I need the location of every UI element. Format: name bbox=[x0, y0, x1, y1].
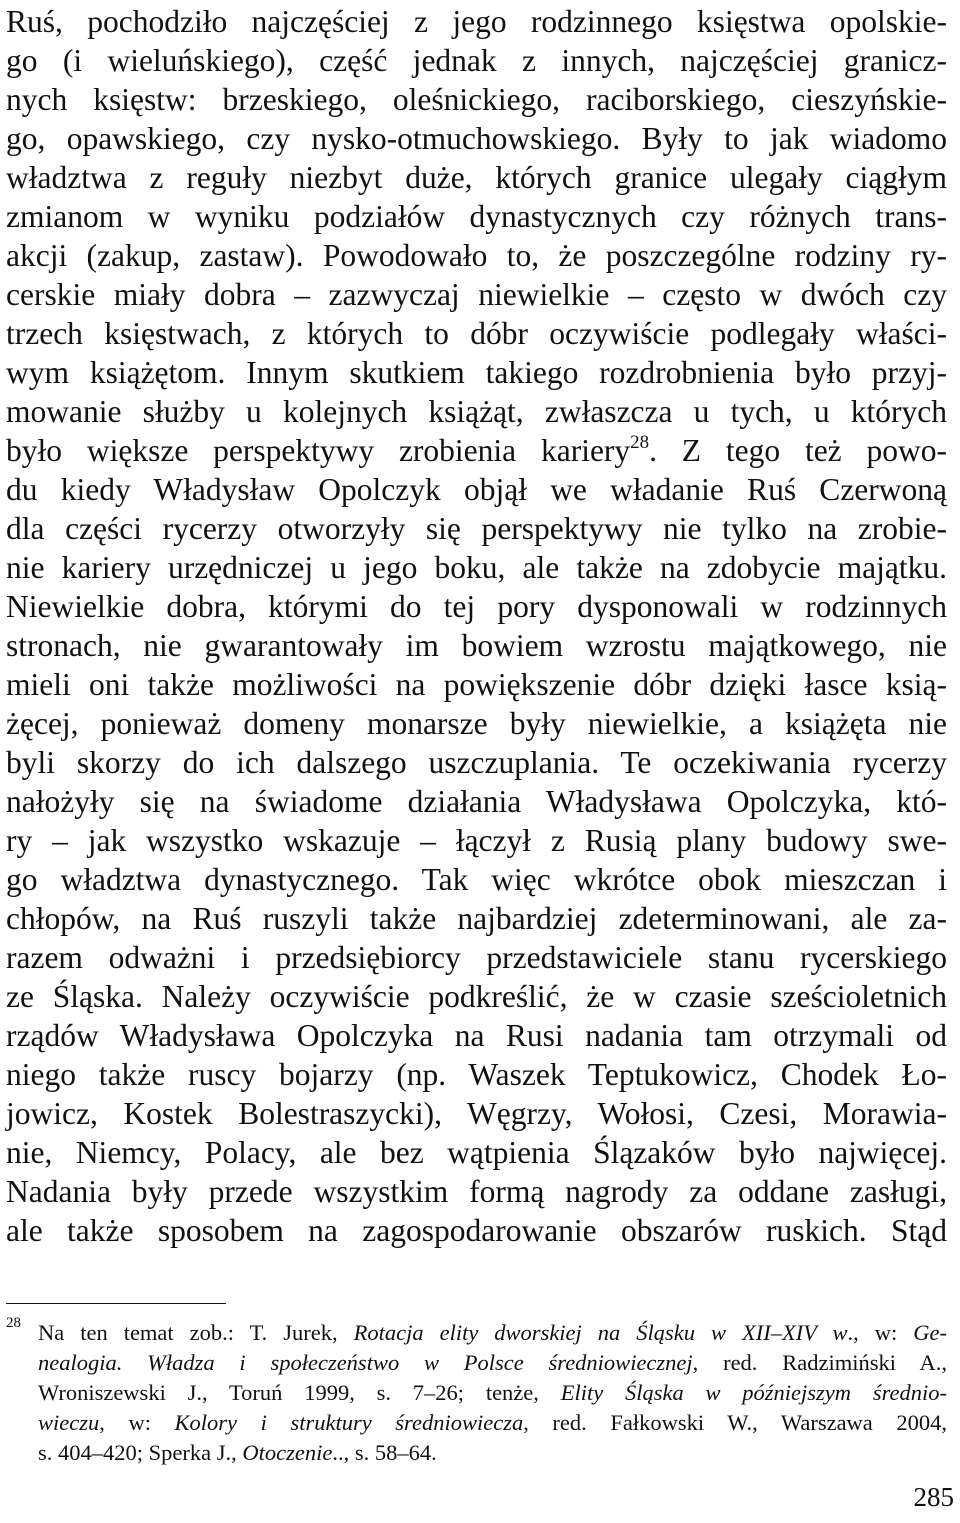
footnote-line bbox=[38, 1408, 947, 1438]
footnote-line bbox=[38, 1438, 947, 1468]
body-line: go (i wieluńskiego), część jednak z innych, najczęściej granicz- bbox=[6, 43, 947, 78]
body-line: Niewielkie dobra, którymi do tej pory dysponowali w rodzinnych bbox=[6, 589, 947, 624]
body-line: ry – jak wszystko wskazuje – łączył z Rusią plany budowy swe- bbox=[6, 823, 947, 858]
footnote-text: Na ten temat zob.: T. Jurek, bbox=[38, 1320, 354, 1345]
body-line: du kiedy Władysław Opolczyk objął we władanie Ruś Czerwoną bbox=[6, 472, 947, 507]
body-line: niego także ruscy bojarzy (np. Waszek Teptukowicz, Chodek Ło- bbox=[6, 1057, 947, 1092]
footnote-title: Ge- bbox=[913, 1320, 947, 1345]
body-line: byli skorzy do ich dalszego uszczuplania. Te oczekiwania rycerzy bbox=[6, 745, 947, 780]
body-line: dla części rycerzy otworzyły się perspektywy nie tylko na zrobie- bbox=[6, 511, 947, 546]
footnote-line bbox=[38, 1348, 947, 1378]
footnote-marker: 28 bbox=[6, 1315, 21, 1331]
footnote-title: Kolory i struktury średniowiecza bbox=[174, 1410, 524, 1435]
body-line: zmianom w wyniku podziałów dynastycznych czy różnych trans- bbox=[6, 199, 947, 234]
body-line-tail: . Z tego też powo- bbox=[649, 433, 947, 468]
body-line: mieli oni także możliwości na powiększenie dóbr dzięki łasce ksią- bbox=[6, 667, 947, 702]
footnote-text: , red. Radzimiński A., bbox=[692, 1350, 947, 1375]
footnote-text: , w: bbox=[99, 1410, 175, 1435]
body-line: go władztwa dynastycznego. Tak więc wkrótce obok mieszczan i bbox=[6, 862, 947, 897]
footnote-line bbox=[38, 1318, 947, 1348]
footnote-title: wieczu bbox=[38, 1410, 100, 1435]
body-line: nie, Niemcy, Polacy, ale bez wątpienia Ślązaków było najwięcej. bbox=[6, 1135, 947, 1170]
body-line: nych księstw: brzeskiego, oleśnickiego, raciborskiego, cieszyńskie- bbox=[6, 82, 947, 117]
body-line: akcji (zakup, zastaw). Powodowało to, że poszczególne rodziny ry- bbox=[6, 238, 947, 273]
body-line: żęcej, ponieważ domeny monarsze były niewielkie, a książęta nie bbox=[6, 706, 947, 741]
body-line: Nadania były przede wszystkim formą nagrody za oddane zasługi, bbox=[6, 1174, 947, 1209]
footnote-title: Elity Śląska w późniejszym średnio- bbox=[560, 1380, 947, 1405]
footnote-title: Rotacja elity dworskiej na Śląsku w XII–XIV w bbox=[353, 1320, 848, 1345]
body-line: ze Śląska. Należy oczywiście podkreślić, że w czasie sześcioletnich bbox=[6, 979, 947, 1014]
body-line: go, opawskiego, czy nysko-otmuchowskiego. Były to jak wiadomo bbox=[6, 121, 947, 156]
body-line: razem odważni i przedsiębiorcy przedstawiciele stanu rycerskiego bbox=[6, 940, 947, 975]
body-line: chłopów, na Ruś ruszyli także najbardziej zdeterminowani, ale za- bbox=[6, 901, 947, 936]
footnote-text: ., w: bbox=[847, 1320, 914, 1345]
footnote-text: .., s. 58–64. bbox=[332, 1440, 437, 1465]
body-line: stronach, nie gwarantowały im bowiem wzrostu majątkowego, nie bbox=[6, 628, 947, 663]
footnote-text: , red. Fałkowski W., Warszawa 2004, bbox=[523, 1410, 947, 1435]
body-line: cerskie miały dobra – zazwyczaj niewielkie – często w dwóch czy bbox=[6, 277, 947, 312]
body-line: rządów Władysława Opolczyka na Rusi nadania tam otrzymali od bbox=[6, 1018, 947, 1053]
footnote-title: nealogia. Władza i społeczeństwo w Polsce średniowiecznej bbox=[38, 1350, 693, 1375]
body-line: ale także sposobem na zagospodarowanie obszarów ruskich. Stąd bbox=[6, 1213, 947, 1248]
footnote-text: s. 404–420; Sperka J., bbox=[38, 1440, 243, 1465]
body-line: władztwa z reguły niezbyt duże, których granice ulegały ciągłym bbox=[6, 160, 947, 195]
body-line: mowanie służby u kolejnych książąt, zwłaszcza u tych, u których bbox=[6, 394, 947, 429]
body-line: Ruś, pochodziło najczęściej z jego rodzinnego księstwa opolskie- bbox=[6, 4, 947, 39]
footnote-reference[interactable]: 28 bbox=[630, 431, 650, 453]
body-line: nałożyły się na świadome działania Władysława Opolczyka, któ- bbox=[6, 784, 947, 819]
body-line: trzech księstwach, z których to dóbr oczywiście podlegały właści- bbox=[6, 316, 947, 351]
footnote-line bbox=[38, 1378, 947, 1408]
page-number: 285 bbox=[913, 1482, 954, 1512]
footnote-text: Wroniszewski J., Toruń 1999, s. 7–26; tenże, bbox=[38, 1380, 561, 1405]
body-line: jowicz, Kostek Bolestraszycki), Węgrzy, Wołosi, Czesi, Morawia- bbox=[6, 1096, 947, 1131]
body-line: nie kariery urzędniczej u jego boku, ale także na zdobycie majątku. bbox=[6, 550, 947, 585]
body-line-with-footnote-ref bbox=[6, 431, 947, 470]
body-line-text: było większe perspektywy zrobienia kariery bbox=[6, 433, 631, 468]
body-line: wym książętom. Innym skutkiem takiego rozdrobnienia było przyj- bbox=[6, 355, 947, 390]
footnote-title: Otoczenie bbox=[242, 1440, 333, 1465]
footnote-separator bbox=[6, 1303, 226, 1304]
